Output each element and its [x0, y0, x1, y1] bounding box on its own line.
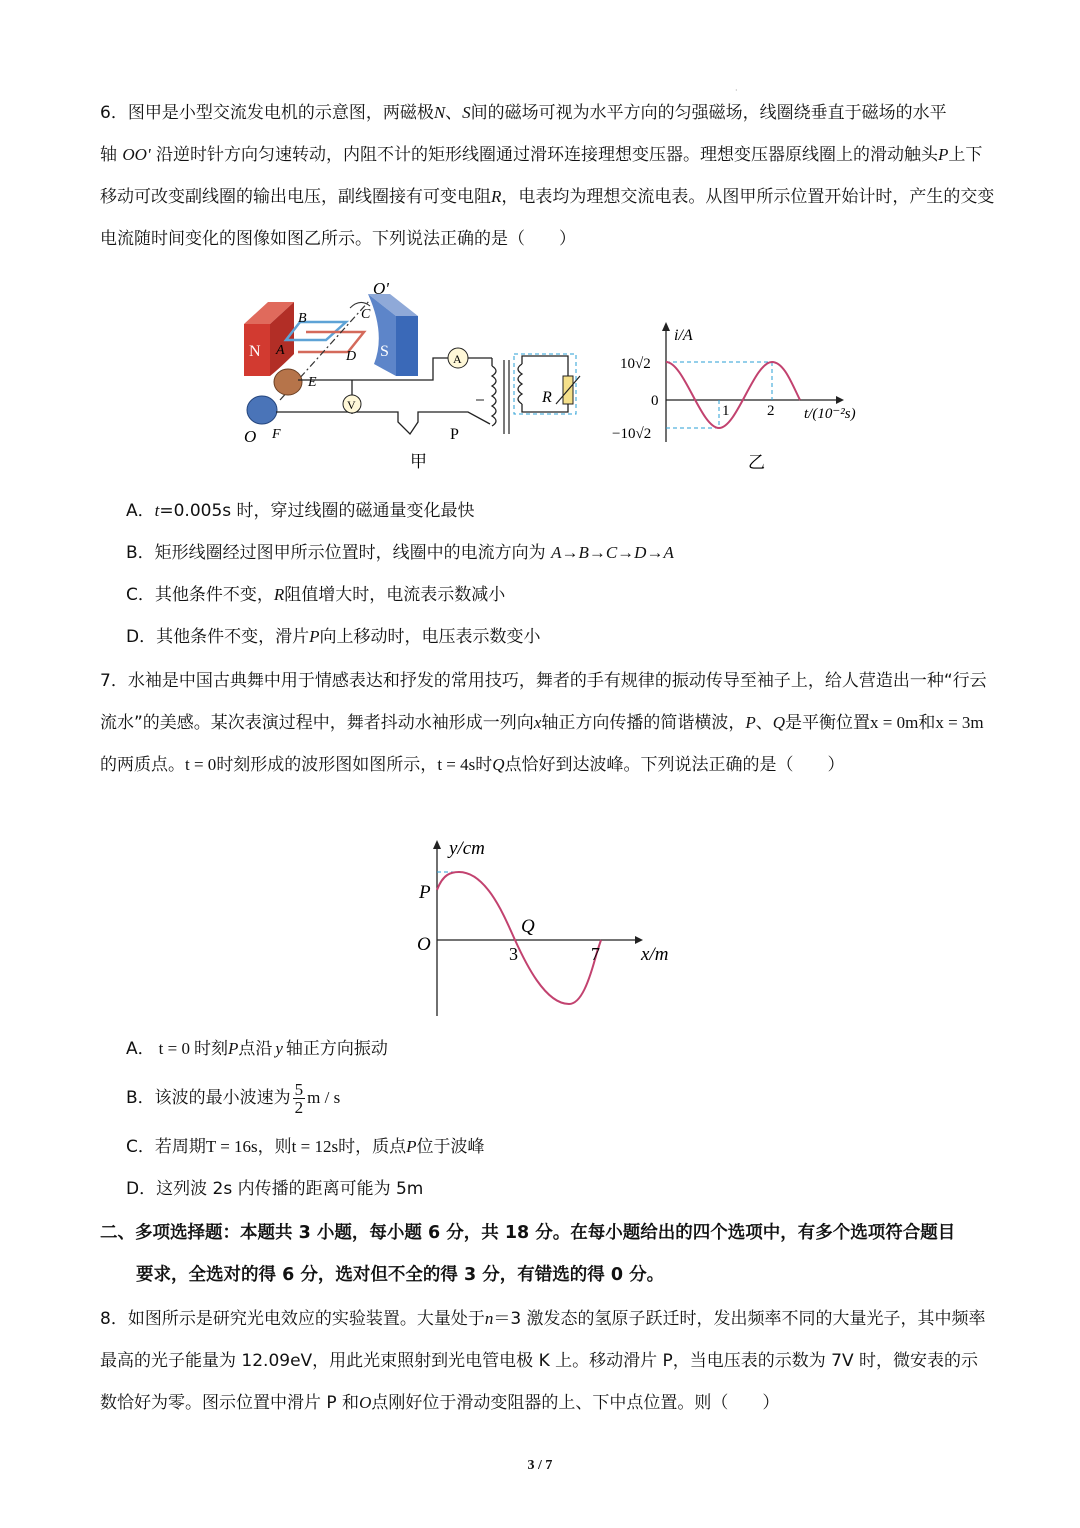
xtick-7: 7	[591, 944, 600, 964]
xtick-3: 3	[509, 944, 518, 964]
figure-current-graph	[608, 318, 878, 478]
magnet-n-label: N	[249, 343, 261, 360]
q7-option-c[interactable]: C．若周期T = 16s，则t = 12s时，质点P位于波峰	[126, 1137, 485, 1157]
ytick-top: 10√2	[620, 356, 651, 372]
q6-option-c[interactable]: C．其他条件不变，R阻值增大时，电流表示数减小	[126, 585, 506, 605]
figure-yi-caption: 乙	[748, 453, 765, 472]
ammeter-label: A	[453, 352, 462, 366]
axis-label-oprime: O'	[373, 279, 389, 298]
q7-option-b[interactable]: B．该波的最小波速为 $\frac{5}{2}$ m / s	[126, 1079, 341, 1117]
figure-generator-circuit	[228, 272, 608, 477]
i-axis-label: i/A	[674, 327, 693, 344]
section-2-heading-line2: 要求，全选对的得 6 分，选对但不全的得 3 分，有错选的得 0 分。	[136, 1265, 665, 1285]
voltmeter-label: V	[347, 398, 356, 412]
ytick-zero: 0	[651, 393, 659, 409]
section-2-heading-line1: 二、多项选择题：本题共 3 小题，每小题 6 分，共 18 分。在每小题给出的四个选项中，有多个选项符合题目	[100, 1223, 956, 1243]
fraction-5-2: $\frac{5}{2}$	[294, 1079, 304, 1117]
question-8-stem: 8．如图所示是研究光电效应的实验装置。大量处于n＝3 激发态的氢原子跃迁时，发出频率不同的大量光子，其中频率最高的光子能量为 12.09eV，用此光束照射到光电管电极 K 上。移动滑片 P，当电压表的示数为 7V 时，微安表的示数恰好为零。图示位置中滑片 P 和O点刚好位于滑动变阻器的上、下中点位置。则（ ）	[100, 1309, 986, 1413]
secondary-coil	[518, 364, 522, 404]
origin-label: O	[417, 934, 431, 955]
resistor-label: R	[542, 389, 552, 406]
t-axis-label: t/(10⁻²s)	[804, 406, 856, 422]
coil-label-a: A	[276, 343, 285, 358]
t-axis-arrow	[836, 396, 844, 404]
x-axis-arrow	[635, 936, 643, 944]
wire-top	[298, 358, 448, 380]
figure-wave	[405, 832, 695, 1022]
y-axis-arrow	[433, 840, 441, 849]
magnet-s-front	[396, 316, 418, 376]
xtick-1: 1	[722, 403, 730, 419]
question-6-stem: 6．图甲是小型交流发电机的示意图，两磁极N、S间的磁场可视为水平方向的匀强磁场，线圈绕垂直于磁场的水平轴 OO' 沿逆时针方向匀速转动，内阻不计的矩形线圈通过滑环连接理想变压器。理想变压器原线圈上的滑动触头P上下移动可改变副线圈的输出电压，副线圈接有可变电阻R，电表均为理想交流电表。从图甲所示位置开始计时，产生的交变电流随时间变化的图像如图乙所示。下列说法正确的是（ ）	[100, 103, 995, 249]
ring-label-f: F	[272, 427, 281, 442]
coil-label-d: D	[346, 349, 357, 364]
x-axis-label: x/m	[641, 944, 669, 965]
slip-ring-f	[247, 396, 277, 424]
q6-option-b[interactable]: B．矩形线圈经过图甲所示位置时，线圈中的电流方向为 A→B→C→D→A	[126, 543, 674, 563]
current-curve	[666, 362, 800, 428]
wire-secondary-top	[522, 356, 568, 378]
primary-coil	[492, 366, 496, 426]
slider-label: P	[450, 426, 459, 443]
y-axis-label: y/cm	[449, 838, 485, 859]
i-axis-arrow	[662, 322, 670, 331]
wave-curve	[437, 872, 601, 1004]
point-q-label: Q	[521, 916, 535, 937]
xtick-2: 2	[767, 403, 775, 419]
q6-option-d[interactable]: D．其他条件不变，滑片P向上移动时，电压表示数变小	[126, 627, 541, 647]
point-p-label: P	[419, 882, 431, 903]
magnet-s-label: S	[380, 343, 389, 360]
slip-ring-e	[274, 369, 302, 395]
figure-jia-caption: 甲	[410, 452, 427, 471]
q7-option-a[interactable]: A． t = 0 时刻P点沿 y 轴正方向振动	[126, 1039, 388, 1059]
header-mark: ·	[735, 86, 738, 95]
coil-label-c: C	[361, 307, 371, 322]
ytick-bottom: −10√2	[612, 426, 652, 442]
coil-label-b: B	[298, 311, 307, 326]
ring-label-e: E	[308, 375, 317, 390]
q7-option-d[interactable]: D．这列波 2s 内传播的距离可能为 5m	[126, 1179, 424, 1199]
question-7-stem: 7．水袖是中国古典舞中用于情感表达和抒发的常用技巧，舞者的手有规律的振动传导至袖子上，给人营造出一种“行云流水”的美感。某次表演过程中，舞者抖动水袖形成一列向x轴正方向传播的简谐横波，P、Q是平衡位置x = 0m和x = 3m的两质点。t = 0时刻形成的波形图如图所示，t = 4s时Q点恰好到达波峰。下列说法正确的是（ ）	[100, 671, 987, 775]
page-number: 3 / 7	[527, 1458, 553, 1473]
q6-option-a[interactable]: A．t=0.005s 时，穿过线圈的磁通量变化最快	[126, 501, 475, 521]
axis-label-o: O	[244, 427, 257, 446]
